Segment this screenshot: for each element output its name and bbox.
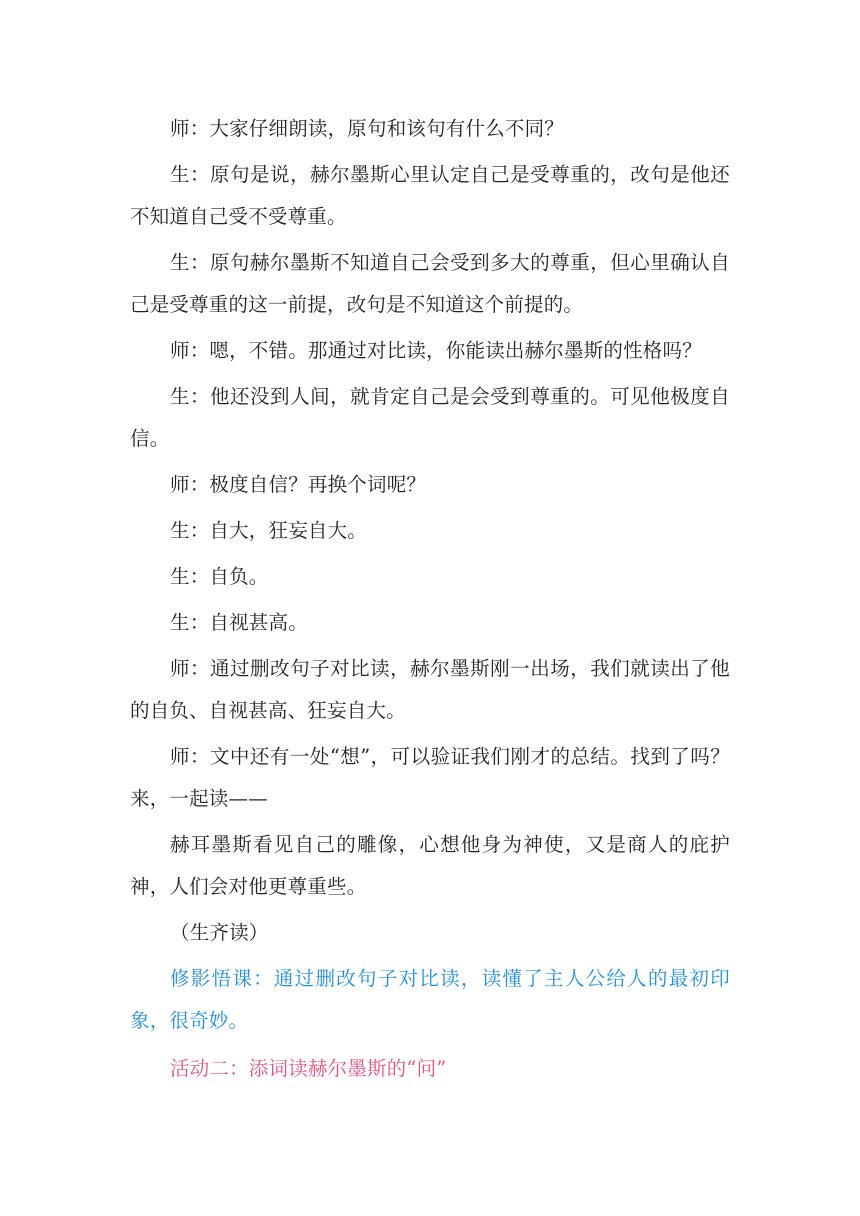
dialogue-paragraph: 师：通过删改句子对比读，赫尔墨斯刚一出场，我们就读出了他的自负、自视甚高、狂妄自大。: [130, 657, 730, 722]
teaching-reflection-note: 修影悟课：通过删改句子对比读，读懂了主人公给人的最初印象，很奇妙。: [130, 967, 730, 1032]
document-body: [130, 108, 730, 1094]
dialogue-paragraph: 生：原句是说，赫尔墨斯心里认定自己是受尊重的，改句是他还不知道自己受不受尊重。: [130, 163, 730, 228]
dialogue-paragraph: 生：他还没到人间，就肯定自己是会受到尊重的。可见他极度自信。: [130, 385, 730, 450]
quoted-text-paragraph: 赫耳墨斯看见自己的雕像，心想他身为神使，又是商人的庇护神，人们会对他更尊重些。: [130, 833, 730, 898]
dialogue-paragraph: 生：原句赫尔墨斯不知道自己会受到多大的尊重，但心里确认自己是受尊重的这一前提，改句是不知道这个前提的。: [130, 251, 730, 316]
dialogue-paragraph: 生：自大，狂妄自大。: [170, 519, 368, 542]
dialogue-paragraph: 师：大家仔细朗读，原句和该句有什么不同？: [170, 117, 565, 140]
dialogue-paragraph: 生：自负。: [170, 565, 269, 588]
dialogue-paragraph: 生：自视甚高。: [170, 611, 308, 634]
dialogue-paragraph: 师：文中还有一处“想”，可以验证我们刚才的总结。找到了吗？来，一起读——: [130, 745, 730, 810]
stage-direction: （生齐读）: [170, 921, 269, 944]
activity-heading: 活动二：添词读赫尔墨斯的“问”: [170, 1057, 447, 1080]
dialogue-paragraph: 师：嗯，不错。那通过对比读，你能读出赫尔墨斯的性格吗？: [170, 339, 702, 362]
dialogue-paragraph: 师：极度自信？再换个词呢？: [170, 473, 427, 496]
